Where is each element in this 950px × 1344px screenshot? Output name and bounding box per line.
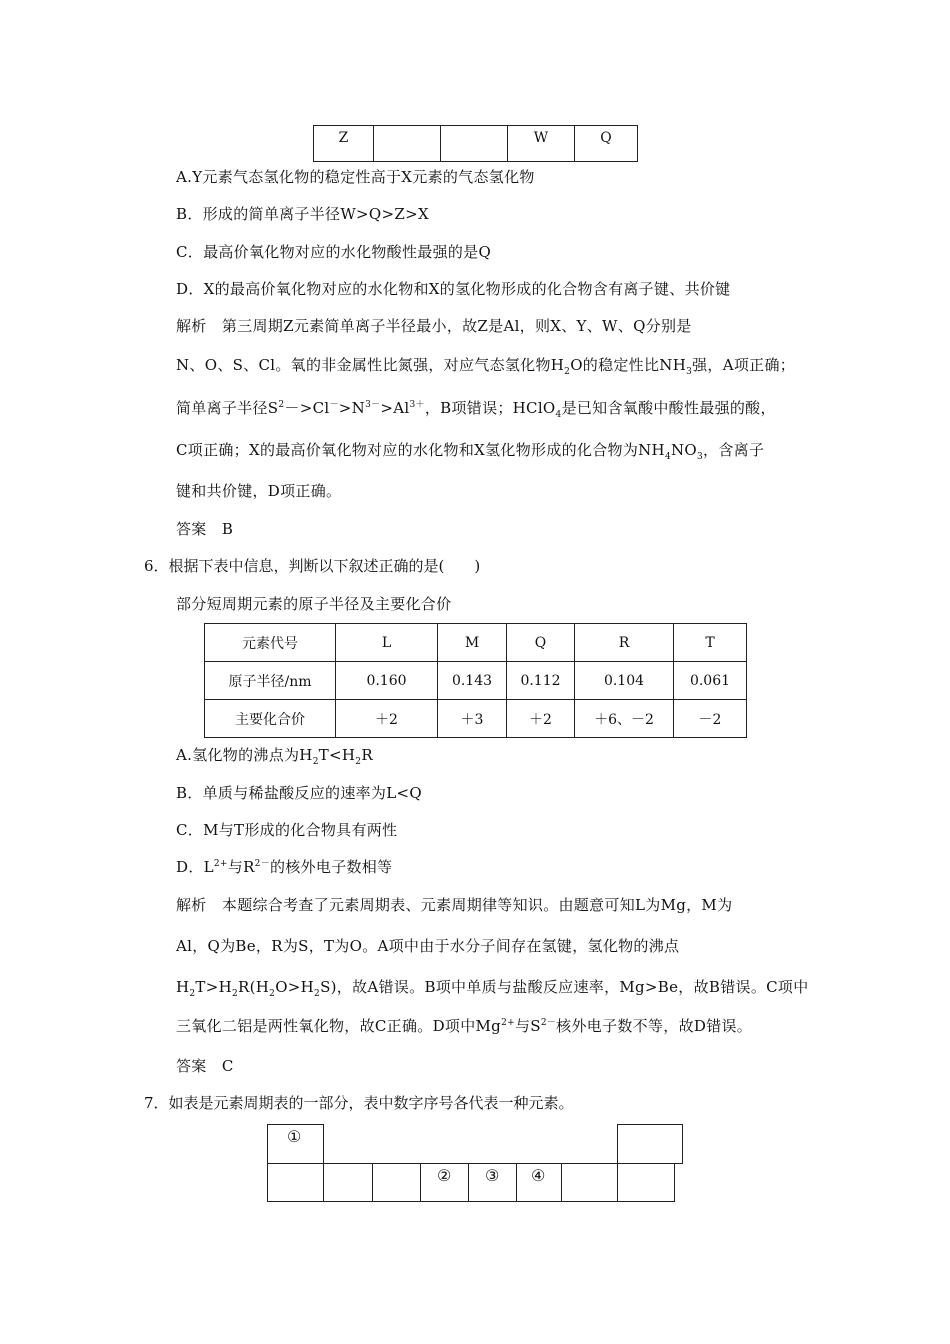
q5-option-c: C．最高价氧化物对应的水化物酸性最强的是Q <box>176 243 492 261</box>
table-cell: 0.061 <box>674 662 747 700</box>
q5-option-d: D．X的最高价氧化物对应的水化物和X的氢化物形成的化合物含有离子键、共价键 <box>176 280 731 298</box>
table-cell <box>267 1163 324 1202</box>
table-row <box>205 700 747 738</box>
top-element-table <box>313 125 638 162</box>
table-cell: －2 <box>674 700 747 738</box>
table-cell <box>561 1163 618 1202</box>
table-cell <box>372 1163 421 1202</box>
table-row <box>205 624 747 662</box>
cell-divider <box>674 1163 675 1202</box>
q6-data-table <box>204 623 747 738</box>
q6-option-a: A.氢化物的沸点为$H_2T<H_2R$ <box>176 746 373 767</box>
element-1-label: ① <box>287 1127 302 1146</box>
q6-option-d: D．$L^{2+}$与$R^{2-}$的核外电子数相等 <box>176 858 393 876</box>
q6-answer: 答案 C <box>176 1057 234 1075</box>
cell-empty <box>374 126 441 162</box>
q5-analysis-line4: C项正确；X的最高价氧化物对应的水化物和X氢化物形成的化合物为$NH_4NO_3$，含离子 <box>176 441 765 462</box>
element-4-label: ④ <box>531 1166 546 1185</box>
q5-option-b: B．形成的简单离子半径W>Q>Z>X <box>176 205 429 223</box>
table-header: M <box>438 624 507 662</box>
table-cell: 原子半径/nm <box>205 662 336 700</box>
table-header: R <box>575 624 674 662</box>
q6-table-caption: 部分短周期元素的原子半径及主要化合价 <box>176 595 452 613</box>
table-header: Q <box>507 624 575 662</box>
cell-q: Q <box>575 126 638 162</box>
q6-analysis-line4: 三氧化二铝是两性氧化物，故C正确。D项中$Mg^{2+}$与$S^{2-}$核外电子数不等，故D错误。 <box>176 1017 753 1035</box>
table-header: 元素代号 <box>205 624 336 662</box>
table-cell: 0.112 <box>507 662 575 700</box>
table-cell: ＋3 <box>438 700 507 738</box>
q5-analysis-line5: 键和共价键，D项正确。 <box>176 482 342 500</box>
cell-empty <box>441 126 508 162</box>
table-header: T <box>674 624 747 662</box>
q6-analysis-line2: Al，Q为Be，R为S，T为O。A项中由于水分子间存在氢键，氢化物的沸点 <box>176 937 680 955</box>
element-3-label: ③ <box>485 1166 500 1185</box>
q6-analysis-line1: 解析 本题综合考查了元素周期表、元素周期律等知识。由题意可知L为Mg，M为 <box>176 896 733 914</box>
q6-option-b: B．单质与稀盐酸反应的速率为L<Q <box>176 784 422 802</box>
table-cell: ＋2 <box>336 700 438 738</box>
q5-analysis-line1: 解析 第三周期Z元素简单离子半径最小，故Z是Al，则X、Y、W、Q分别是 <box>176 317 692 335</box>
q6-analysis-line3: $H_2T>H_2R(H_2O>H_2S)$，故A错误。B项中单质与盐酸反应速率，Mg>Be，故B错误。C项中 <box>176 978 809 999</box>
table-cell: 0.160 <box>336 662 438 700</box>
table-cell: ＋2 <box>507 700 575 738</box>
q6-option-c: C．M与T形成的化合物具有两性 <box>176 821 398 839</box>
table-row <box>205 662 747 700</box>
q5-answer: 答案 B <box>176 520 234 538</box>
table-cell: 0.143 <box>438 662 507 700</box>
table-cell <box>617 1163 675 1202</box>
q7-stem: 7．如表是元素周期表的一部分，表中数字序号各代表一种元素。 <box>144 1094 574 1112</box>
table-cell <box>617 1124 683 1164</box>
element-2-label: ② <box>437 1166 452 1185</box>
table-cell: 0.104 <box>575 662 674 700</box>
cell-w: W <box>508 126 575 162</box>
table-cell: 主要化合价 <box>205 700 336 738</box>
q5-option-a: A.Y元素气态氢化物的稳定性高于X元素的气态氢化物 <box>176 168 535 186</box>
q5-analysis-line3: 简单离子半径$S^2->Cl^->N^{3-}>Al^{3+}$，B项错误；HClO$_4$是已知含氧酸中酸性最强的酸， <box>176 399 776 420</box>
table-header: L <box>336 624 438 662</box>
table-cell <box>323 1163 373 1202</box>
table-cell: ＋6、－2 <box>575 700 674 738</box>
q5-analysis-line2: N、O、S、Cl。氧的非金属性比氮强，对应气态氢化物$H_2O$的稳定性比$NH_3$强，A项正确； <box>176 356 796 377</box>
q6-stem: 6．根据下表中信息，判断以下叙述正确的是( ) <box>144 557 481 575</box>
cell-z: Z <box>314 126 374 162</box>
